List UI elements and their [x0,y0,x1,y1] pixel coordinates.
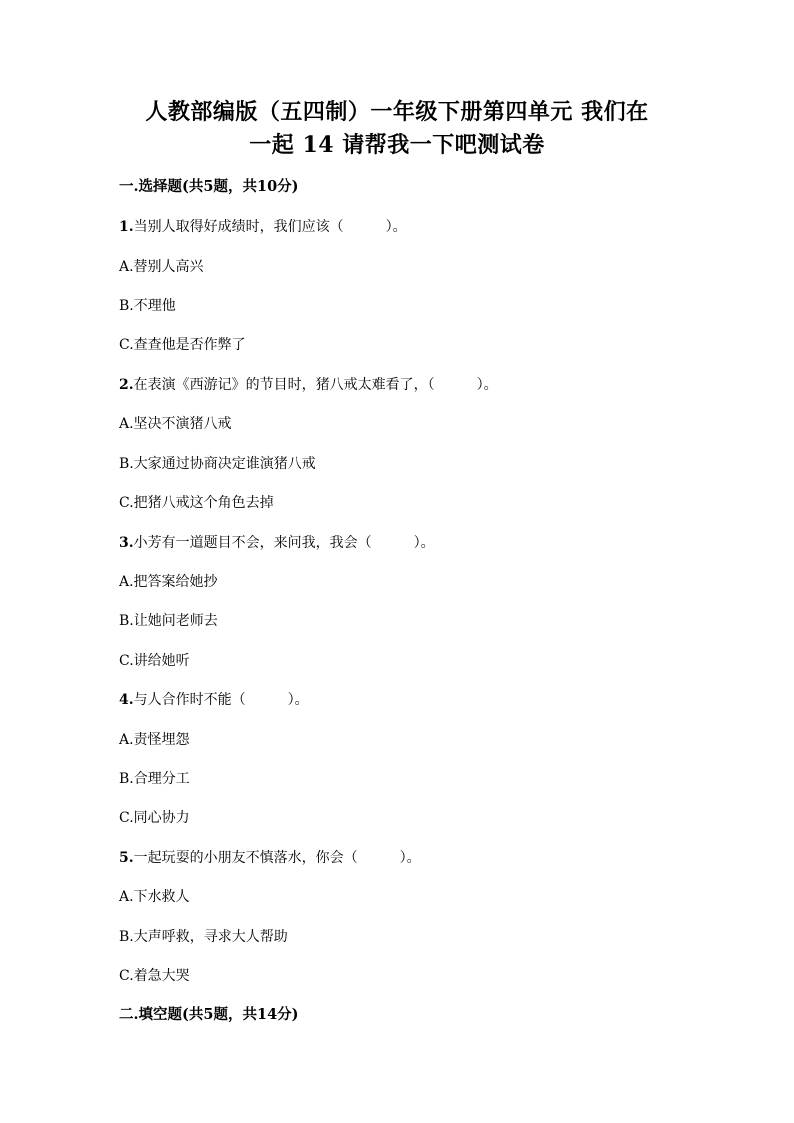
document-title-line-1: 人教部编版（五四制）一年级下册第四单元 我们在 [145,99,649,125]
question-number: 3. [119,535,134,551]
question-3-option-b: B.让她问老师去 [119,613,218,629]
question-4-option-b: B.合理分工 [119,771,190,787]
question-text: 与人合作时不能（ ）。 [133,692,309,708]
question-2 [119,375,498,395]
question-4-option-c: C.同心协力 [119,810,190,826]
question-text: 一起玩耍的小朋友不慎落水，你会（ ）。 [133,850,421,866]
question-number: 2. [119,377,134,393]
question-number: 1. [119,219,134,235]
question-1-option-c: C.查查他是否作弊了 [119,337,246,353]
question-number: 5. [119,850,134,866]
question-4-option-a: A.责怪埋怨 [119,732,190,748]
section-header-fill-blank: 二.填空题(共5题，共14分) [119,1006,299,1023]
question-5-option-b: B.大声呼救，寻求大人帮助 [119,929,288,945]
question-text: 小芳有一道题目不会，来问我，我会（ ）。 [133,535,435,551]
question-1-option-a: A.替别人高兴 [119,259,204,275]
question-number: 4. [119,692,134,708]
question-3-option-c: C.讲给她听 [119,653,190,669]
question-text: 当别人取得好成绩时，我们应该（ ）。 [133,219,407,235]
question-2-option-b: B.大家通过协商决定谁演猪八戒 [119,456,316,472]
question-text: 在表演《西游记》的节目时，猪八戒太难看了，（ ）。 [133,377,498,393]
question-2-option-c: C.把猪八戒这个角色去掉 [119,495,274,511]
question-3 [119,533,435,553]
question-2-option-a: A.坚决不演猪八戒 [119,416,232,432]
question-3-option-a: A.把答案给她抄 [119,574,218,590]
question-5-option-c: C.着急大哭 [119,968,190,984]
question-1 [119,217,407,237]
question-4 [119,690,309,710]
document-title-line-2: 一起 14 请帮我一下吧测试卷 [249,132,545,158]
question-1-option-b: B.不理他 [119,298,176,314]
section-header-choice: 一.选择题(共5题，共10分) [119,178,299,195]
question-5-option-a: A.下水救人 [119,889,190,905]
question-5 [119,848,421,868]
